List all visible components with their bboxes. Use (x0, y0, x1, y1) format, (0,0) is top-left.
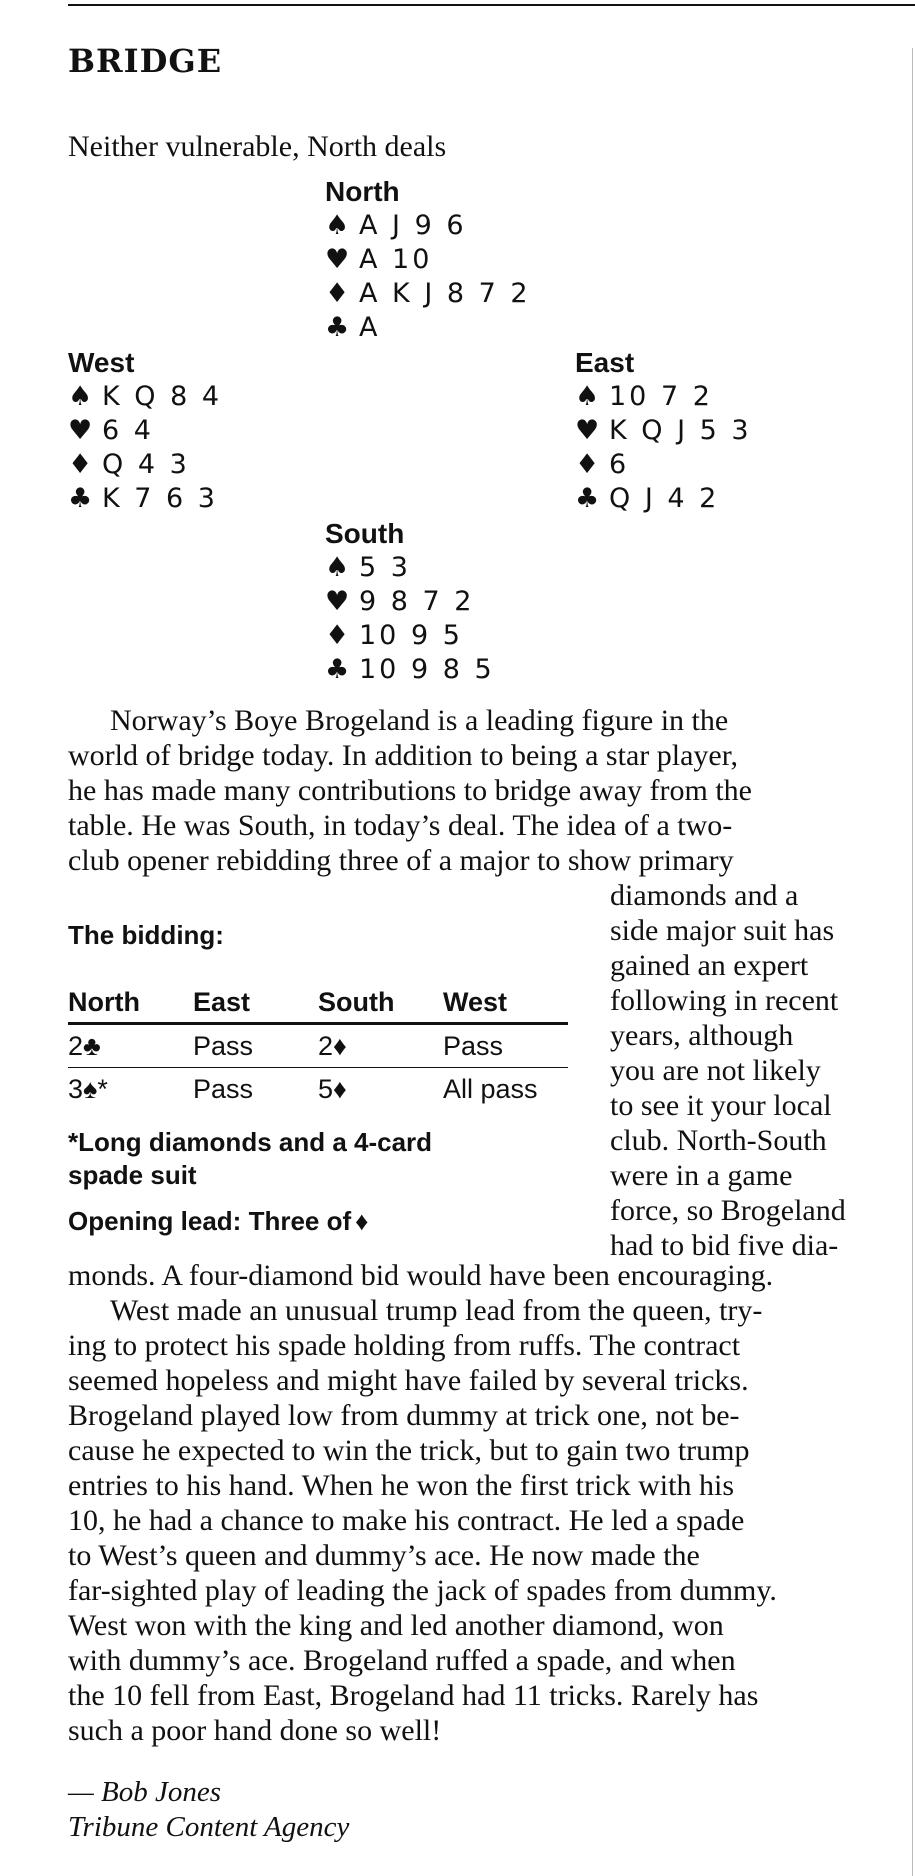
diamond-icon: ♦ (575, 449, 600, 480)
text-line: world of bridge today. In addition to being a star player, (68, 739, 739, 772)
opening-lead (68, 1206, 568, 1237)
text-line: club. North-South (610, 1124, 827, 1157)
diamond-icon: ♦ (355, 1206, 369, 1236)
column-header: East (193, 982, 318, 1024)
text-line: the 10 fell from East, Brogeland had 11 tricks. Rarely has (68, 1679, 759, 1712)
hand-name: North (325, 176, 400, 207)
text-line: such a poor hand done so well! (68, 1714, 442, 1747)
text-line: following in recent (610, 984, 839, 1017)
text-line: you are not likely (610, 1054, 821, 1087)
text-line: gained an expert (610, 949, 809, 982)
article-intro (68, 703, 752, 878)
text-line: seemed hopeless and might have failed by several tricks. (68, 1364, 749, 1397)
text-line: West won with the king and led another diamond, won (68, 1609, 724, 1642)
hand-north (325, 175, 531, 345)
text-line: entries to his hand. When he won the first trick with his (68, 1469, 734, 1502)
text-line: with dummy’s ace. Brogeland ruffed a spade, and when (68, 1644, 736, 1677)
bid-cell: Pass (443, 1024, 568, 1068)
clubs-holding: ♣ 10 9 8 5 (325, 654, 495, 685)
bid-cell: 2♣ (68, 1024, 193, 1068)
hand-name: East (575, 347, 635, 378)
diamond-icon: ♦ (325, 620, 350, 651)
bid-cell: 5♦ (318, 1073, 347, 1104)
diamond-icon: ♦ (68, 449, 93, 480)
hand-name: West (68, 347, 135, 378)
spades-holding: ♠ A J 9 6 (325, 210, 467, 241)
hearts-holding: ♥ K Q J 5 3 (575, 415, 752, 446)
diamonds-holding: ♦ 6 (575, 449, 630, 480)
column-header: West (443, 982, 568, 1024)
column-header: North (68, 982, 193, 1024)
table-row (68, 1024, 568, 1068)
heart-icon: ♥ (68, 415, 93, 446)
hearts-holding: ♥ 9 8 7 2 (325, 586, 475, 617)
diamond-icon: ♦ (325, 278, 350, 309)
heart-icon: ♥ (575, 415, 600, 446)
text-line: years, although (610, 1019, 794, 1052)
text-line: force, so Brogeland (610, 1194, 846, 1227)
club-icon: ♣ (325, 312, 350, 343)
table-row (68, 1068, 568, 1111)
text-line: he has made many contributions to bridge away from the (68, 774, 752, 807)
article-body (68, 1258, 777, 1748)
text-line: Norway’s Boye Brogeland is a leading figure in the (110, 704, 729, 737)
text-line: had to bid five dia- (610, 1229, 839, 1262)
text-line: to West’s queen and dummy’s ace. He now made the (68, 1539, 700, 1572)
text-line: side major suit has (610, 914, 835, 947)
bidding-box (68, 920, 568, 1237)
diamonds-holding: ♦ 10 9 5 (325, 620, 463, 651)
hand-west (68, 346, 222, 516)
clubs-holding: ♣ K 7 6 3 (68, 483, 218, 514)
spades-holding: ♠ 10 7 2 (575, 381, 713, 412)
bid-cell: Pass (193, 1024, 318, 1068)
spades-holding: ♠ 5 3 (325, 552, 411, 583)
text-line: were in a game (610, 1159, 793, 1192)
bidding-note (68, 1126, 568, 1192)
opening-lead-label: Opening lead: Three of (68, 1206, 352, 1236)
top-rule (68, 4, 915, 6)
bid-cell: Pass (193, 1073, 254, 1104)
text-line: far-sighted play of leading the jack of spades from dummy. (68, 1574, 777, 1607)
signature (68, 1775, 349, 1845)
bid-cell: 3♠* (68, 1073, 108, 1104)
deal-conditions: Neither vulnerable, North deals (68, 130, 447, 163)
column-header: South (318, 982, 443, 1024)
hearts-holding: ♥ 6 4 (68, 415, 154, 446)
text-line: table. He was South, in today’s deal. The idea of a two- (68, 809, 733, 842)
column-rule (912, 48, 913, 1876)
clubs-holding: ♣ A (325, 312, 381, 343)
hearts-holding: ♥ A 10 (325, 244, 433, 275)
text-line: Brogeland played low from dummy at trick one, not be- (68, 1399, 740, 1432)
heart-icon: ♥ (325, 586, 350, 617)
hand-name: South (325, 518, 405, 549)
spade-icon: ♠ (325, 552, 350, 583)
text-line: diamonds and a (610, 879, 799, 912)
author: — Bob Jones (68, 1776, 222, 1808)
text-line: cause he expected to win the trick, but to gain two trump (68, 1434, 750, 1467)
bidding-table (68, 982, 568, 1110)
bid-cell: 2♦ (318, 1024, 443, 1068)
hand-south (325, 517, 495, 687)
bidding-heading: The bidding: (68, 920, 224, 950)
article-side-column (610, 878, 846, 1263)
note-line: *Long diamonds and a 4-card (68, 1127, 433, 1157)
text-line: to see it your local (610, 1089, 832, 1122)
club-icon: ♣ (325, 654, 350, 685)
clubs-holding: ♣ Q J 4 2 (575, 483, 720, 514)
table-header-row (68, 982, 568, 1024)
text-line: 10, he had a chance to make his contract. He led a spade (68, 1504, 745, 1537)
spade-icon: ♠ (325, 210, 350, 241)
text-line: West made an unusual trump lead from the queen, try- (110, 1294, 763, 1327)
hand-east (575, 346, 752, 516)
bid-cell: All pass (443, 1073, 538, 1104)
club-icon: ♣ (575, 483, 600, 514)
text-line: club opener rebidding three of a major to show primary (68, 844, 734, 877)
diamonds-holding: ♦ A K J 8 7 2 (325, 278, 531, 309)
note-line: spade suit (68, 1160, 197, 1190)
club-icon: ♣ (68, 483, 93, 514)
spades-holding: ♠ K Q 8 4 (68, 381, 223, 412)
heart-icon: ♥ (325, 244, 350, 275)
spade-icon: ♠ (68, 381, 93, 412)
text-line: monds. A four-diamond bid would have been encouraging. (68, 1259, 774, 1292)
spade-icon: ♠ (575, 381, 600, 412)
diamonds-holding: ♦ Q 4 3 (68, 449, 190, 480)
text-line: ing to protect his spade holding from ruffs. The contract (68, 1329, 741, 1362)
column-title: BRIDGE (68, 42, 223, 80)
agency: Tribune Content Agency (68, 1811, 350, 1843)
